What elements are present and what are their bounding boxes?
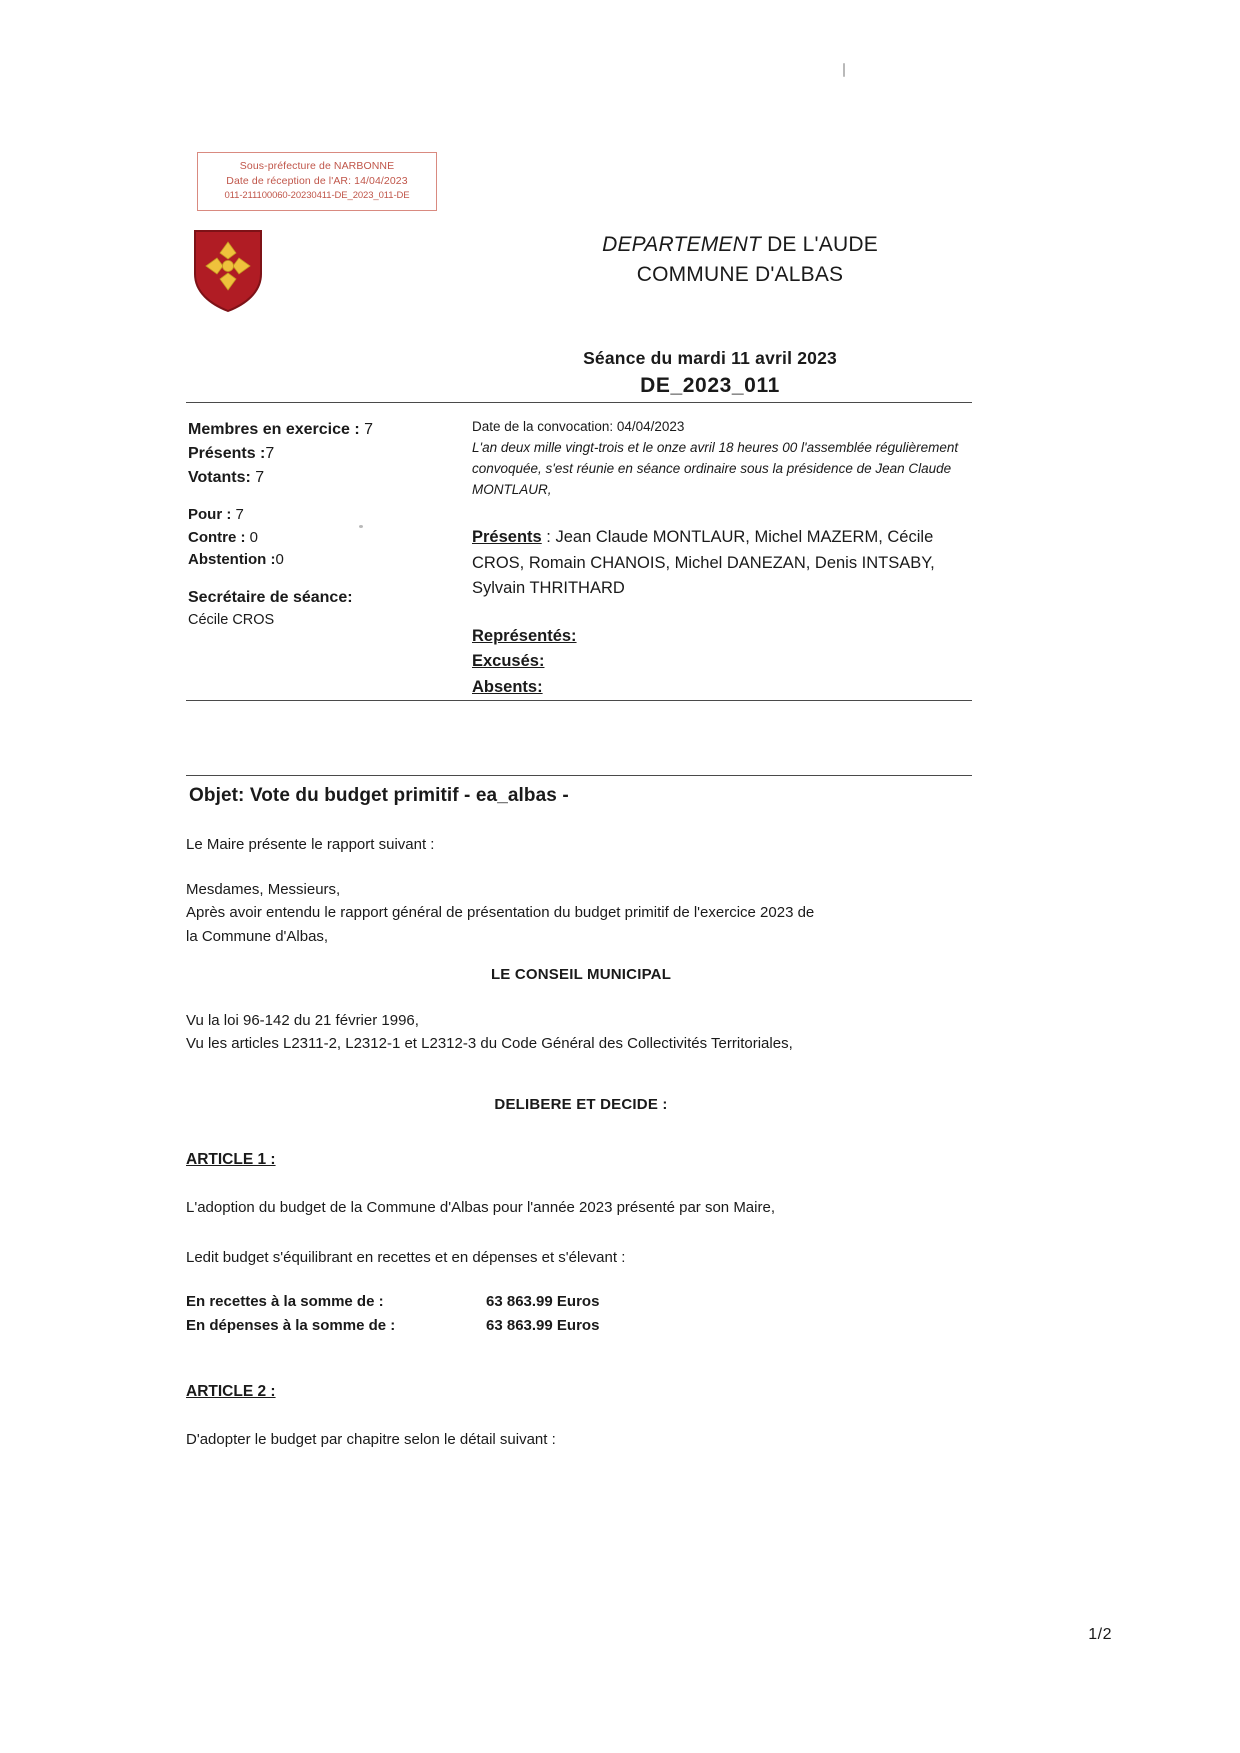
mayor-report-intro: Le Maire présente le rapport suivant : (186, 836, 435, 853)
legal-reference-2: Vu les articles L2311-2, L2312-1 et L2312-3 du Code Général des Collectivités Territoriales, (186, 1035, 793, 1053)
department-line (430, 230, 1050, 260)
vote-against-label: Contre : (188, 528, 250, 546)
members-label: Membres en exercice : (188, 421, 365, 438)
session-header (330, 348, 1090, 398)
legal-reference-1: Vu la loi 96-142 du 21 février 1996, (186, 1012, 419, 1029)
convocation-paragraph: L'an deux mille vingt-trois et le onze avril 18 heures 00 l'assemblée régulièrement convoquée, s'est réunie en séance ordinaire sous la présidence de Jean Claude MONTLAUR, (472, 440, 959, 498)
voters-label: Votants: (188, 469, 256, 486)
budget-row-expenses (186, 1314, 726, 1338)
present-value: 7 (265, 445, 275, 462)
article-1-paragraph-1: L'adoption du budget de la Commune d'Albas pour l'année 2023 présenté par son Maire, (186, 1199, 775, 1216)
page-number: 1/2 (1088, 1626, 1112, 1643)
budget-row-revenues (186, 1290, 726, 1314)
scan-artifact (359, 525, 363, 528)
article-2-heading: ARTICLE 2 : (186, 1383, 276, 1400)
excused-label: Excusés: (472, 652, 545, 671)
convocation-block (472, 417, 972, 701)
session-date: Séance du mardi 11 avril 2023 (583, 348, 837, 368)
vote-against (188, 527, 468, 550)
members-in-office (188, 418, 468, 442)
divider-top (186, 402, 972, 403)
preamble-line-3: la Commune d'Albas, (186, 927, 329, 945)
present-count (188, 442, 468, 466)
vote-tally (188, 504, 468, 572)
scan-artifact (843, 63, 845, 77)
voter-count (188, 466, 468, 490)
stamp-line-ar-id: 011-211100060-20230411-DE_2023_011-DE (224, 190, 410, 202)
department-rest: DE L'AUDE (761, 233, 878, 256)
secretary-label (188, 586, 468, 610)
absent-label: Absents: (472, 678, 543, 697)
attendance-summary (188, 418, 468, 645)
present-members-names: : Jean Claude MONTLAUR, Michel MAZERM, Cécile CROS, Romain CHANOIS, Michel DANEZAN, Denis INTSABY, Sylvain THRITHARD (472, 528, 935, 598)
convocation-date: Date de la convocation: 04/04/2023 (472, 419, 685, 434)
decision-heading: DELIBERE ET DECIDE : (494, 1096, 668, 1113)
revenues-value: 63 863.99 Euros (486, 1293, 600, 1310)
other-attendance-labels (472, 624, 972, 700)
secretary-name: Cécile CROS (188, 611, 275, 628)
present-members-list (472, 525, 972, 602)
session-reference: DE_2023_011 (640, 374, 780, 397)
commune-line: COMMUNE D'ALBAS (636, 263, 844, 287)
vote-abstention (188, 549, 468, 572)
present-members-label: Présents (472, 528, 542, 547)
deliberation-subject: Objet: Vote du budget primitif - ea_albas - (189, 785, 569, 806)
article-1-paragraph-2: Ledit budget s'équilibrant en recettes et en dépenses et s'élevant : (186, 1249, 626, 1266)
secretary-label-text: Secrétaire de séance: (188, 588, 353, 606)
stamp-line-prefecture: Sous-préfecture de NARBONNE (239, 160, 395, 172)
preamble-line-1: Mesdames, Messieurs, (186, 881, 341, 898)
vote-for-value: 7 (235, 506, 244, 523)
council-heading: LE CONSEIL MUNICIPAL (490, 966, 672, 983)
reception-stamp (197, 152, 437, 211)
session-secretary (188, 586, 468, 632)
vote-for (188, 504, 468, 527)
vote-abstention-label: Abstention : (188, 551, 276, 568)
attendance-counts (188, 418, 468, 490)
divider-under-subject (186, 775, 972, 776)
preamble-line-2: Après avoir entendu le rapport général de présentation du budget primitif de l'exercice 2023 de (186, 904, 815, 922)
stamp-line-reception-date: Date de réception de l'AR: 14/04/2023 (226, 175, 408, 188)
vote-abstention-value: 0 (275, 551, 284, 568)
article-1-heading: ARTICLE 1 : (186, 1151, 276, 1168)
expenses-label: En dépenses à la somme de : (186, 1317, 396, 1334)
vote-for-label: Pour : (188, 506, 236, 523)
members-value: 7 (364, 421, 373, 438)
article-2-paragraph: D'adopter le budget par chapitre selon le détail suivant : (186, 1431, 556, 1448)
department-header (430, 230, 1050, 291)
divider-middle (186, 700, 972, 701)
budget-amounts (186, 1290, 726, 1338)
vote-against-value: 0 (249, 528, 259, 546)
voters-value: 7 (255, 469, 265, 486)
present-label: Présents : (188, 445, 266, 462)
coat-of-arms-icon (192, 228, 264, 314)
expenses-value: 63 863.99 Euros (486, 1317, 600, 1334)
represented-label: Représentés: (472, 626, 577, 645)
revenues-label: En recettes à la somme de : (186, 1293, 384, 1310)
legal-references (186, 1009, 976, 1056)
department-emphasis: DEPARTEMENT (602, 233, 762, 256)
preamble-paragraph (186, 878, 976, 948)
